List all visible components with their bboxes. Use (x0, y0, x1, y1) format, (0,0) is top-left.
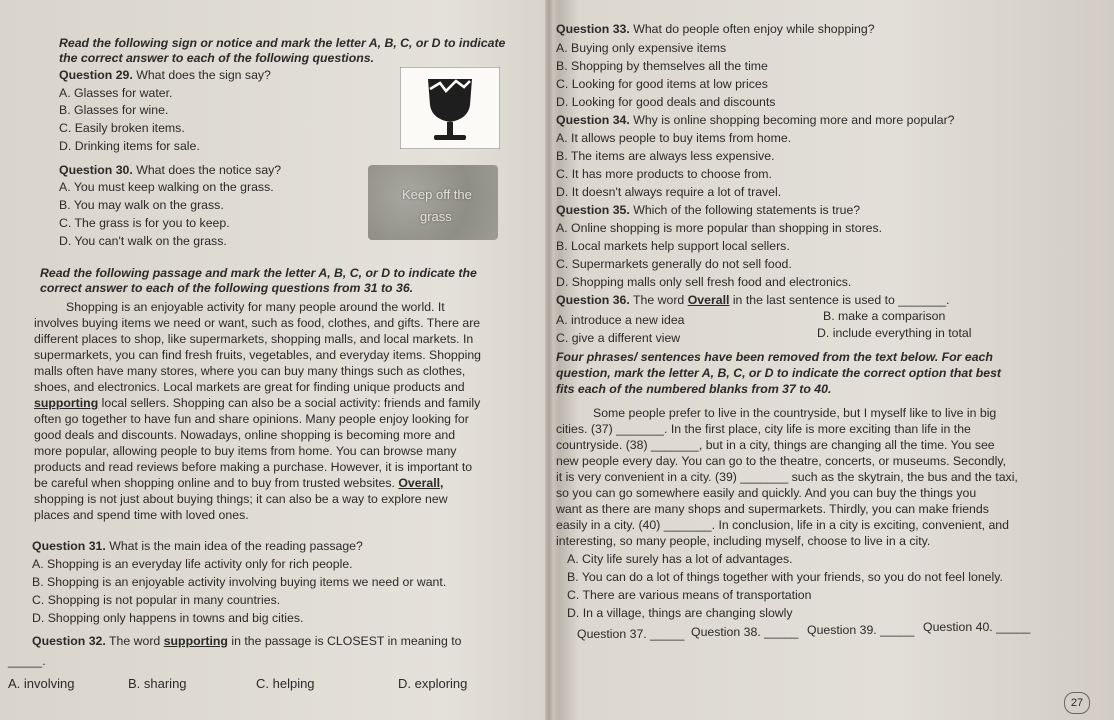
question-33: Question 33. What do people often enjoy while shopping? (556, 22, 875, 36)
q30-option-b: B. You may walk on the grass. (59, 198, 224, 212)
passage-word-supporting: supporting (34, 396, 99, 410)
q31-text: What is the main idea of the reading passage? (109, 539, 363, 553)
q31-option-c: C. Shopping is not popular in many countries. (32, 593, 281, 607)
q36-option-a: A. introduce a new idea (556, 313, 685, 327)
q30-option-d: D. You can't walk on the grass. (59, 234, 227, 248)
instruction-cloze-3: fits each of the numbered blanks from 37 to 40. (556, 382, 832, 396)
q36-tail: in the last sentence is used to _______. (732, 293, 950, 307)
q29-option-c: C. Easily broken items. (59, 121, 185, 135)
q32-lead: The word (109, 634, 161, 648)
question-32: Question 32. The word supporting in the passage is CLOSEST in meaning to (32, 634, 462, 648)
passage-line: more popular, allowing people to buy items from home. You can browse many (34, 444, 457, 458)
q32-blank: _____. (8, 654, 46, 668)
q33-option-b: B. Shopping by themselves all the time (556, 59, 768, 73)
q36-option-d: D. include everything in total (817, 326, 972, 340)
passage-line: be careful when shopping online and to buy from trusted websites. Overall, (34, 476, 444, 490)
q33-option-a: A. Buying only expensive items (556, 41, 727, 55)
q33-option-c: C. Looking for good items at low prices (556, 77, 768, 91)
q36-word: Overall (687, 293, 730, 307)
instruction-passage-1: Read the following passage and mark the letter A, B, C, or D to indicate the (40, 266, 477, 280)
answer-39[interactable]: Question 39. _____ (807, 623, 915, 637)
q32-option-c: C. helping (256, 676, 315, 691)
q30-text: What does the notice say? (136, 163, 282, 177)
passage-line: different places to shop, like supermarkets, shopping malls, and local markets. In (34, 332, 474, 346)
cloze-line: want as there are many shops and supermarkets. Thirdly, you can make friends (556, 502, 989, 516)
instruction-cloze-1: Four phrases/ sentences have been removed from the text below. For each (556, 350, 993, 364)
q34-option-a: A. It allows people to buy items from home. (556, 131, 792, 145)
q33-option-d: D. Looking for good deals and discounts (556, 95, 776, 109)
q29-option-d: D. Drinking items for sale. (59, 139, 200, 153)
page-number: 27 (1064, 692, 1090, 714)
question-34: Question 34. Why is online shopping becoming more and more popular? (556, 113, 955, 127)
q33-text: What do people often enjoy while shopping? (633, 22, 875, 36)
q31-option-a: A. Shopping is an everyday life activity only for rich people. (32, 557, 353, 571)
passage-line: involves buying items we need or want, such as food, clothes, and gifts. There are (34, 316, 481, 330)
q29-option-a: A. Glasses for water. (59, 86, 173, 100)
q32-option-d: D. exploring (398, 676, 468, 691)
cloze-line: easily in a city. (40) _______. In conclusion, life in a city is exciting, convenient, and (556, 518, 1009, 532)
q34-option-b: B. The items are always less expensive. (556, 149, 775, 163)
q34-text: Why is online shopping becoming more and more popular? (633, 113, 955, 127)
q34-option-d: D. It doesn't always require a lot of travel. (556, 185, 782, 199)
question-31: Question 31. What is the main idea of the reading passage? (32, 539, 363, 553)
passage-line: shoes, and electronics. Local markets are great for finding unique products and (34, 380, 465, 394)
q35-option-d: D. Shopping malls only sell fresh food and electronics. (556, 275, 852, 289)
instruction-cloze-2: question, mark the letter A, B, C, or D to indicate the correct option that best (556, 366, 1002, 380)
cloze-line: so you can go somewhere easily and quickly. And you can buy the things you (556, 486, 977, 500)
question-29: Question 29. What does the sign say? (59, 68, 271, 82)
q32-option-b: B. sharing (128, 676, 187, 691)
passage-line: supporting local sellers. Shopping can also be a social activity: friends and family (34, 396, 481, 410)
q32-tail: in the passage is CLOSEST in meaning to (231, 634, 462, 648)
answer-38[interactable]: Question 38. _____ (691, 625, 799, 639)
passage-line: Shopping is an enjoyable activity for many people around the world. It (66, 300, 445, 314)
question-36: Question 36. The word Overall in the last sentence is used to _______. (556, 293, 950, 307)
q36-lead: The word (633, 293, 685, 307)
q34-option-c: C. It has more products to choose from. (556, 167, 772, 181)
instruction-signs-1: Read the following sign or notice and mark the letter A, B, C, or D to indicate (59, 36, 506, 50)
q35-option-c: C. Supermarkets generally do not sell food. (556, 257, 792, 271)
left-page (0, 0, 545, 720)
q32-word: supporting (163, 634, 228, 648)
q29-text: What does the sign say? (136, 68, 271, 82)
cloze-option-d: D. In a village, things are changing slowly (567, 606, 793, 620)
keep-off-grass-sign (368, 165, 498, 240)
answer-37[interactable]: Question 37. _____ (577, 627, 685, 641)
cloze-line: new people every day. You can go to the theatre, concerts, or museums. Secondly, (556, 454, 1007, 468)
q29-option-b: B. Glasses for wine. (59, 103, 169, 117)
instruction-passage-2: correct answer to each of the following questions from 31 to 36. (40, 281, 414, 295)
q35-option-a: A. Online shopping is more popular than shopping in stores. (556, 221, 883, 235)
q30-option-a: A. You must keep walking on the grass. (59, 180, 274, 194)
cloze-line: countryside. (38) _______, but in a city, things are changing all the time. You see (556, 438, 995, 452)
sign-line-2: grass (420, 209, 452, 224)
cloze-option-b: B. You can do a lot of things together with your friends, so you do not feel lonely. (567, 570, 1003, 584)
passage-line: supermarkets, you can find fresh fruits, vegetables, and everyday items. Shopping (34, 348, 482, 362)
question-30: Question 30. What does the notice say? (59, 163, 282, 177)
q35-text: Which of the following statements is true? (633, 203, 861, 217)
cloze-line: it is very convenient in a city. (39) _______ such as the skytrain, the bus and the taxi, (556, 470, 1018, 484)
q30-option-c: C. The grass is for you to keep. (59, 216, 230, 230)
sign-line-1: Keep off the (402, 187, 472, 202)
cloze-option-c: C. There are various means of transportation (567, 588, 812, 602)
passage-line: often go together to have fun and share opinions. Many people enjoy looking for (34, 412, 469, 426)
right-page (553, 0, 1114, 720)
q35-option-b: B. Local markets help support local sellers. (556, 239, 790, 253)
q31-option-d: D. Shopping only happens in towns and big cities. (32, 611, 304, 625)
passage-line: places and spend time with loved ones. (34, 508, 249, 522)
passage-line: products and read reviews before making a purchase. However, it is important to (34, 460, 473, 474)
q36-option-b: B. make a comparison (823, 309, 946, 323)
passage-line: good deals and discounts. Nowadays, online shopping is becoming more and (34, 428, 456, 442)
passage-line: malls often have many stores, where you can buy many things such as clothes, (34, 364, 466, 378)
fragile-glass-icon (400, 67, 500, 149)
passage-word-overall: Overall, (398, 476, 444, 490)
q31-option-b: B. Shopping is an enjoyable activity involving buying items we need or want. (32, 575, 447, 589)
instruction-signs-2: the correct answer to each of the following questions. (59, 51, 374, 65)
cloze-line: cities. (37) _______. In the first place, city life is more exciting than life in the (556, 422, 971, 436)
passage-line: shopping is not just about buying things; it can also be a way to explore new (34, 492, 448, 506)
question-35: Question 35. Which of the following statements is true? (556, 203, 861, 217)
book-spine (545, 0, 553, 720)
cloze-line: Some people prefer to live in the countryside, but I myself like to live in big (593, 406, 997, 420)
cloze-option-a: A. City life surely has a lot of advantages. (567, 552, 793, 566)
answer-40[interactable]: Question 40. _____ (923, 620, 1031, 634)
cloze-line: interesting, so many people, including myself, choose to live in a city. (556, 534, 931, 548)
q36-option-c: C. give a different view (556, 331, 681, 345)
q32-option-a: A. involving (8, 676, 75, 691)
